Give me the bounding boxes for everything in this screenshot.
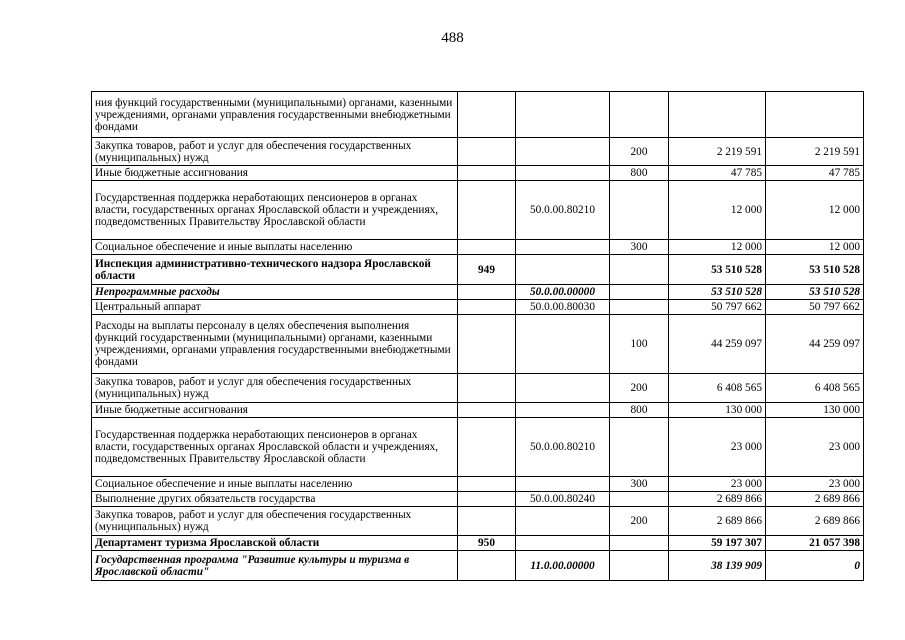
- amount-year1-cell: 2 689 866: [669, 507, 766, 536]
- table-row: [92, 285, 864, 300]
- table-row: [92, 300, 864, 315]
- item-name-cell: Закупка товаров, работ и услуг для обеспечения государственных (муниципальных) нужд: [92, 138, 458, 166]
- department-code-cell: [458, 477, 516, 492]
- target-article-cell: [516, 255, 610, 285]
- target-article-cell: [516, 507, 610, 536]
- expense-type-cell: [610, 300, 669, 315]
- target-article-cell: 50.0.00.80030: [516, 300, 610, 315]
- table-row: [92, 551, 864, 581]
- amount-year1-cell: 38 139 909: [669, 551, 766, 581]
- target-article-cell: 50.0.00.80240: [516, 492, 610, 507]
- expense-type-cell: 300: [610, 240, 669, 255]
- amount-year2-cell: [766, 92, 864, 138]
- table-row: [92, 138, 864, 166]
- item-name-cell: Государственная программа "Развитие культуры и туризма в Ярославской области": [92, 551, 458, 581]
- department-code-cell: [458, 181, 516, 240]
- item-name-cell: Иные бюджетные ассигнования: [92, 166, 458, 181]
- amount-year1-cell: 53 510 528: [669, 255, 766, 285]
- amount-year2-cell: 6 408 565: [766, 374, 864, 403]
- amount-year2-cell: 47 785: [766, 166, 864, 181]
- item-name-cell: Центральный аппарат: [92, 300, 458, 315]
- department-code-cell: [458, 492, 516, 507]
- target-article-cell: 50.0.00.80210: [516, 418, 610, 477]
- amount-year2-cell: 0: [766, 551, 864, 581]
- budget-table-body: [92, 92, 864, 581]
- amount-year1-cell: 53 510 528: [669, 285, 766, 300]
- department-code-cell: [458, 285, 516, 300]
- table-row: [92, 477, 864, 492]
- amount-year1-cell: 50 797 662: [669, 300, 766, 315]
- amount-year2-cell: 44 259 097: [766, 315, 864, 374]
- expense-type-cell: [610, 536, 669, 551]
- department-code-cell: 949: [458, 255, 516, 285]
- amount-year2-cell: 23 000: [766, 477, 864, 492]
- budget-table: [91, 91, 864, 581]
- item-name-cell: Закупка товаров, работ и услуг для обеспечения государственных (муниципальных) нужд: [92, 507, 458, 536]
- item-name-cell: Социальное обеспечение и иные выплаты населению: [92, 477, 458, 492]
- amount-year1-cell: 44 259 097: [669, 315, 766, 374]
- amount-year1-cell: 23 000: [669, 418, 766, 477]
- target-article-cell: [516, 138, 610, 166]
- expense-type-cell: 200: [610, 507, 669, 536]
- amount-year2-cell: 2 689 866: [766, 492, 864, 507]
- amount-year1-cell: 6 408 565: [669, 374, 766, 403]
- department-code-cell: 950: [458, 536, 516, 551]
- table-row: [92, 374, 864, 403]
- department-code-cell: [458, 300, 516, 315]
- item-name-cell: Инспекция административно-технического надзора Ярославской области: [92, 255, 458, 285]
- target-article-cell: 11.0.00.00000: [516, 551, 610, 581]
- department-code-cell: [458, 240, 516, 255]
- expense-type-cell: 100: [610, 315, 669, 374]
- amount-year2-cell: 21 057 398: [766, 536, 864, 551]
- department-code-cell: [458, 507, 516, 536]
- amount-year2-cell: 12 000: [766, 240, 864, 255]
- amount-year1-cell: 59 197 307: [669, 536, 766, 551]
- expense-type-cell: [610, 92, 669, 138]
- amount-year1-cell: 23 000: [669, 477, 766, 492]
- table-row: [92, 240, 864, 255]
- amount-year2-cell: 2 219 591: [766, 138, 864, 166]
- department-code-cell: [458, 315, 516, 374]
- table-row: [92, 492, 864, 507]
- amount-year2-cell: 130 000: [766, 403, 864, 418]
- expense-type-cell: [610, 285, 669, 300]
- department-code-cell: [458, 138, 516, 166]
- expense-type-cell: 800: [610, 403, 669, 418]
- amount-year2-cell: 2 689 866: [766, 507, 864, 536]
- item-name-cell: Выполнение других обязательств государства: [92, 492, 458, 507]
- item-name-cell: Иные бюджетные ассигнования: [92, 403, 458, 418]
- expense-type-cell: [610, 181, 669, 240]
- amount-year1-cell: 2 689 866: [669, 492, 766, 507]
- amount-year2-cell: 53 510 528: [766, 285, 864, 300]
- target-article-cell: [516, 536, 610, 551]
- department-code-cell: [458, 374, 516, 403]
- department-code-cell: [458, 166, 516, 181]
- amount-year1-cell: [669, 92, 766, 138]
- amount-year2-cell: 23 000: [766, 418, 864, 477]
- target-article-cell: 50.0.00.00000: [516, 285, 610, 300]
- department-code-cell: [458, 92, 516, 138]
- amount-year1-cell: 2 219 591: [669, 138, 766, 166]
- target-article-cell: [516, 403, 610, 418]
- expense-type-cell: 200: [610, 138, 669, 166]
- target-article-cell: [516, 92, 610, 138]
- table-row: [92, 92, 864, 138]
- item-name-cell: Закупка товаров, работ и услуг для обеспечения государственных (муниципальных) нужд: [92, 374, 458, 403]
- expense-type-cell: [610, 551, 669, 581]
- item-name-cell: Департамент туризма Ярославской области: [92, 536, 458, 551]
- expense-type-cell: 200: [610, 374, 669, 403]
- amount-year2-cell: 12 000: [766, 181, 864, 240]
- amount-year2-cell: 50 797 662: [766, 300, 864, 315]
- department-code-cell: [458, 418, 516, 477]
- target-article-cell: [516, 477, 610, 492]
- target-article-cell: [516, 166, 610, 181]
- table-row: [92, 536, 864, 551]
- item-name-cell: Государственная поддержка неработающих пенсионеров в органах власти, государственных органах Ярославской области и учреждениях, подведомственных Правительству Ярославской области: [92, 418, 458, 477]
- target-article-cell: [516, 315, 610, 374]
- item-name-cell: Государственная поддержка неработающих пенсионеров в органах власти, государственных органах Ярославской области и учреждениях, подведомственных Правительству Ярославской области: [92, 181, 458, 240]
- amount-year1-cell: 47 785: [669, 166, 766, 181]
- amount-year1-cell: 130 000: [669, 403, 766, 418]
- target-article-cell: 50.0.00.80210: [516, 181, 610, 240]
- item-name-cell: Расходы на выплаты персоналу в целях обеспечения выполнения функций государственными (муниципальными) органами, казенными учреждениями, органами управления государственными внебюджетными фондами: [92, 315, 458, 374]
- expense-type-cell: [610, 418, 669, 477]
- item-name-cell: Непрограммные расходы: [92, 285, 458, 300]
- amount-year1-cell: 12 000: [669, 181, 766, 240]
- expense-type-cell: [610, 492, 669, 507]
- target-article-cell: [516, 240, 610, 255]
- item-name-cell: Социальное обеспечение и иные выплаты населению: [92, 240, 458, 255]
- target-article-cell: [516, 374, 610, 403]
- expense-type-cell: 300: [610, 477, 669, 492]
- table-row: [92, 255, 864, 285]
- table-row: [92, 181, 864, 240]
- page-number: 488: [441, 30, 464, 46]
- expense-type-cell: [610, 255, 669, 285]
- department-code-cell: [458, 403, 516, 418]
- department-code-cell: [458, 551, 516, 581]
- table-row: [92, 507, 864, 536]
- expense-type-cell: 800: [610, 166, 669, 181]
- amount-year1-cell: 12 000: [669, 240, 766, 255]
- table-row: [92, 403, 864, 418]
- amount-year2-cell: 53 510 528: [766, 255, 864, 285]
- item-name-cell: ния функций государственными (муниципальными) органами, казенными учреждениями, органами управления государственными внебюджетными фондами: [92, 92, 458, 138]
- table-row: [92, 418, 864, 477]
- table-row: [92, 166, 864, 181]
- table-row: [92, 315, 864, 374]
